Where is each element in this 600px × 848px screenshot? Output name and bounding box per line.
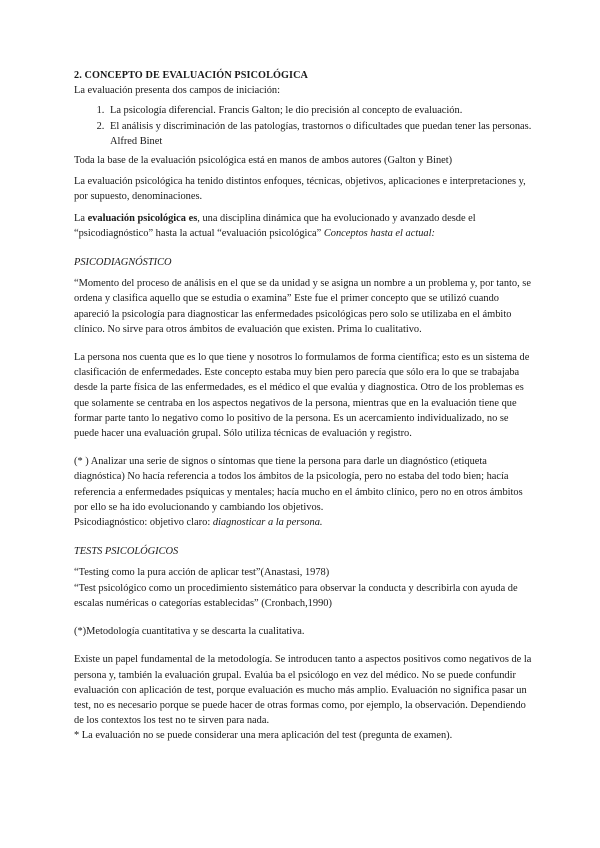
definition-paragraph: La evaluación psicológica es, una disciplina dinámica que ha evolucionado y avanzado desde el “psicodiagnóstico” hasta la actual “evaluación psicológica” Conceptos hasta el actual: — [74, 212, 476, 239]
paragraph: Psicodiagnóstico: objetivo claro: diagnosticar a la persona. — [74, 517, 323, 529]
paragraph: “Momento del proceso de análisis en el que se da unidad y se asigna un nombre a un problema y, por tanto, se ordena y clasifica aquello que se estudia o examina” Este fue el primer concepto que se utilizó cuando apareció la psicología para diagnosticar las enfermedades psicológicas pero solo se utilizaba en el ámbito clínico. No sirve para otros ámbitos de evaluación que existen. Prima lo cualitativo. — [74, 278, 531, 335]
paragraph: Toda la base de la evaluación psicológica está en manos de ambos autores (Galton y Binet) — [74, 155, 453, 167]
paragraph: La evaluación psicológica ha tenido distintos enfoques, técnicas, objetivos, aplicaciones e interpretaciones y, por supuesto, denominaciones. — [74, 176, 526, 203]
quote: “Test psicológico como un procedimiento sistemático para observar la conducta y describirla con ayuda de escalas numéricas o categorías establecidas” (Cronbach,1990) — [74, 582, 518, 609]
paragraph: La persona nos cuenta que es lo que tiene y nosotros lo formulamos de forma científica; esto es un sistema de clasificación de enfermedades. Este concepto estaba muy bien pero parecía que sólo era lo que se trabajaba desde la parte física de las enfermedades, es el médico el que evalúa y diagnostica. Otro de los problemas es que solamente se centraba en los aspectos negativos de la persona, mientras que en la evaluación tiene que formar parte tanto lo negativo como lo positivo de la persona. Es un acercamiento individualizado, no se puede hacer una evaluación grupal. Sólo utiliza técnicas de evaluación y registro. — [74, 352, 530, 440]
subsection-title-tests: TESTS PSICOLÓGICOS — [74, 546, 179, 558]
italic-note: Conceptos hasta el actual: — [323, 227, 435, 239]
paragraph: (*)Metodología cuantitativa y se descarta la cualitativa. — [74, 626, 305, 638]
paragraph: * La evaluación no se puede considerar una mera aplicación del test (pregunta de examen). — [74, 730, 453, 742]
italic-note: diagnosticar a la persona. — [212, 517, 323, 529]
paragraph: Existe un papel fundamental de la metodología. Se introducen tanto a aspectos positivos como negativos de la persona y, también la evaluación grupal. Evalúa ba el psicólogo en vez del médico. No se puede confundir evaluación con aplicación de test, porque evaluación es mucho más amplio. Evaluación no significa pasar un test, no es necesario porque se puede hacer de otras formas como, por ejemplo, la observación. Dependiendo de los contextos los test no te sirven para nada. — [74, 654, 532, 727]
quote: “Testing como la pura acción de aplicar test”(Anastasi, 1978) — [74, 567, 330, 579]
section-heading: 2. CONCEPTO DE EVALUACIÓN PSICOLÓGICA — [74, 70, 308, 81]
document-page — [74, 68, 534, 744]
list-item: 2. El análisis y discriminación de las patologías, trastornos o dificultades que puedan tener las personas. Alfred Binet — [107, 119, 534, 149]
bold-term: evaluación psicológica es — [87, 212, 198, 224]
list-item: 1. La psicología diferencial. Francis Galton; le dio precisión al concepto de evaluación. — [107, 103, 534, 118]
subsection-title-psicodiagnostico: PSICODIAGNÓSTICO — [74, 257, 172, 269]
numbered-list — [74, 103, 534, 149]
paragraph: (* ) Analizar una serie de signos o síntomas que tiene la persona para darle un diagnóstico (etiqueta diagnóstica) No hacía referencia a todos los ámbitos de la psicología, pero no estaba del todo bien; hacía referencia a enfermedades psíquicas y mentales; hacía mucho en el ámbito clínico, pero no en otros ámbitos por ello se ha ido evolucionando y cambiando los objetivos. — [74, 456, 523, 513]
intro-paragraph: La evaluación presenta dos campos de iniciación: — [74, 85, 281, 97]
